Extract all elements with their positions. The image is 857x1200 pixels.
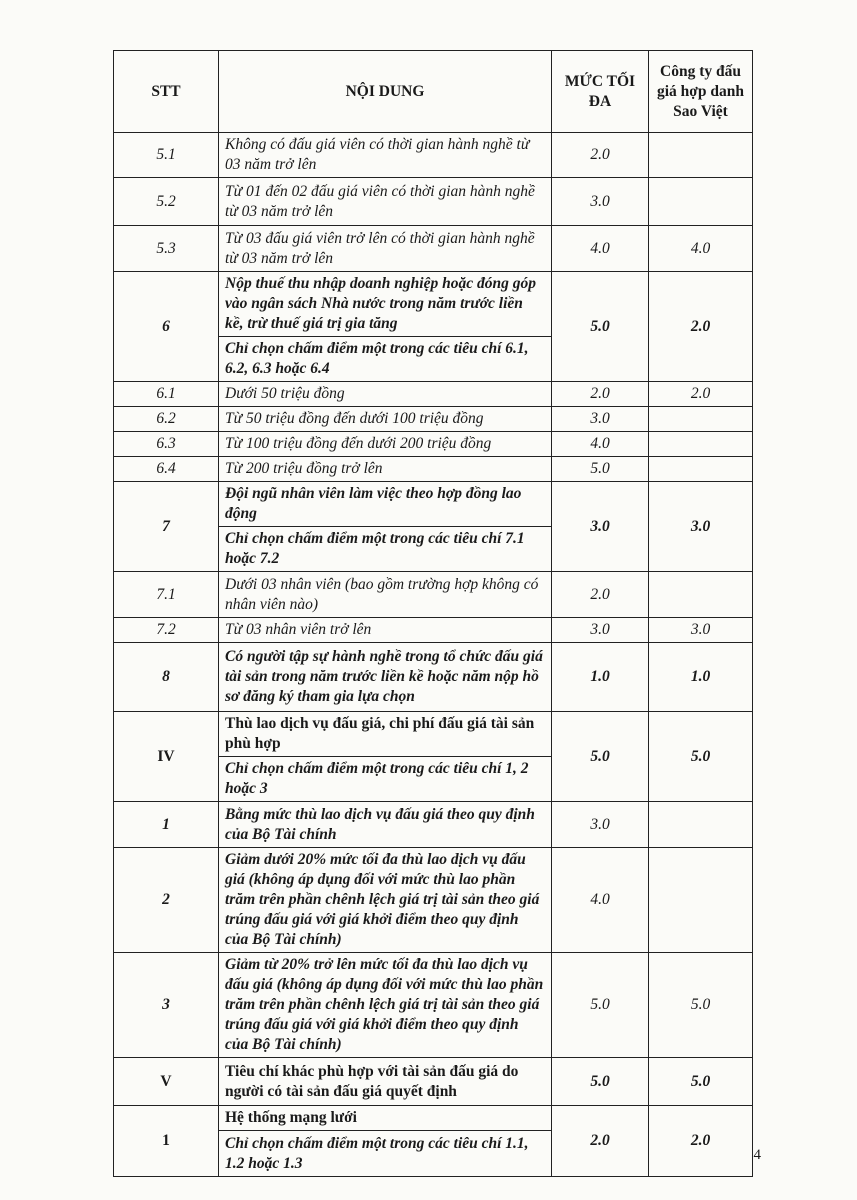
row-max: 3.0 (552, 802, 649, 848)
row-stt: 5.2 (114, 178, 219, 226)
row-stt: 6.4 (114, 457, 219, 482)
table-row (114, 1106, 753, 1131)
table-row (114, 272, 753, 337)
table-row (114, 482, 753, 527)
row-max: 5.0 (552, 1058, 649, 1106)
row-content: Đội ngũ nhân viên làm việc theo hợp đồng lao động (219, 482, 552, 527)
row-content: Có người tập sự hành nghề trong tổ chức đấu giá tài sản trong năm trước liền kề hoặc năm nộp hồ sơ đăng ký tham gia lựa chọn (219, 643, 552, 712)
table-row (114, 407, 753, 432)
header-company: Công ty đấu giá hợp danh Sao Việt (649, 51, 753, 133)
row-score: 4.0 (649, 226, 753, 272)
row-score (649, 407, 753, 432)
row-subcontent: Chỉ chọn chấm điểm một trong các tiêu chí 1, 2 hoặc 3 (219, 757, 552, 802)
row-stt: 7.2 (114, 618, 219, 643)
row-score: 2.0 (649, 382, 753, 407)
row-subcontent: Chỉ chọn chấm điểm một trong các tiêu chí 1.1, 1.2 hoặc 1.3 (219, 1131, 552, 1177)
row-score: 3.0 (649, 618, 753, 643)
row-stt: V (114, 1058, 219, 1106)
row-score: 5.0 (649, 953, 753, 1058)
row-score: 1.0 (649, 643, 753, 712)
row-max: 3.0 (552, 178, 649, 226)
row-max: 4.0 (552, 226, 649, 272)
row-max: 2.0 (552, 133, 649, 178)
table-row (114, 382, 753, 407)
row-max: 5.0 (552, 712, 649, 802)
row-max: 3.0 (552, 618, 649, 643)
row-stt: 1 (114, 802, 219, 848)
row-stt: 6.2 (114, 407, 219, 432)
row-score: 5.0 (649, 1058, 753, 1106)
row-stt: 2 (114, 848, 219, 953)
row-stt: 5.1 (114, 133, 219, 178)
row-max: 4.0 (552, 432, 649, 457)
row-stt: 3 (114, 953, 219, 1058)
row-content: Bằng mức thù lao dịch vụ đấu giá theo quy định của Bộ Tài chính (219, 802, 552, 848)
row-score (649, 572, 753, 618)
row-content: Tiêu chí khác phù hợp với tài sản đấu giá do người có tài sản đấu giá quyết định (219, 1058, 552, 1106)
page-number: 4 (753, 1147, 761, 1163)
row-max: 3.0 (552, 482, 649, 572)
row-content: Dưới 50 triệu đồng (219, 382, 552, 407)
row-stt: IV (114, 712, 219, 802)
row-content: Từ 100 triệu đồng đến dưới 200 triệu đồng (219, 432, 552, 457)
row-content: Từ 03 đấu giá viên trở lên có thời gian hành nghề từ 03 năm trở lên (219, 226, 552, 272)
row-content: Hệ thống mạng lưới (219, 1106, 552, 1131)
table-row (114, 1058, 753, 1106)
row-score (649, 848, 753, 953)
table-row (114, 618, 753, 643)
table-row (114, 226, 753, 272)
row-score: 2.0 (649, 272, 753, 382)
table-row (114, 178, 753, 226)
row-score: 2.0 (649, 1106, 753, 1177)
header-content: NỘI DUNG (219, 51, 552, 133)
row-score: 3.0 (649, 482, 753, 572)
header-max: MỨC TỐI ĐA (552, 51, 649, 133)
row-max: 3.0 (552, 407, 649, 432)
row-max: 2.0 (552, 382, 649, 407)
row-stt: 1 (114, 1106, 219, 1177)
row-score (649, 178, 753, 226)
row-content: Từ 200 triệu đồng trở lên (219, 457, 552, 482)
row-score (649, 432, 753, 457)
row-subcontent: Chỉ chọn chấm điểm một trong các tiêu chí 7.1 hoặc 7.2 (219, 527, 552, 572)
table-row (114, 572, 753, 618)
row-score (649, 133, 753, 178)
row-stt: 8 (114, 643, 219, 712)
row-stt: 5.3 (114, 226, 219, 272)
row-score: 5.0 (649, 712, 753, 802)
row-stt: 7.1 (114, 572, 219, 618)
row-content: Từ 50 triệu đồng đến dưới 100 triệu đồng (219, 407, 552, 432)
table-header-row (114, 51, 753, 133)
row-content: Giảm dưới 20% mức tối đa thù lao dịch vụ đấu giá (không áp dụng đối với mức thù lao phần trăm trên phần chênh lệch giá trị tài sản theo giá trúng đấu giá với giá khởi điểm theo quy định của Bộ Tài chính) (219, 848, 552, 953)
row-max: 2.0 (552, 572, 649, 618)
row-content: Không có đấu giá viên có thời gian hành nghề từ 03 năm trở lên (219, 133, 552, 178)
row-max: 2.0 (552, 1106, 649, 1177)
table-row (114, 712, 753, 757)
scoring-table (113, 50, 753, 1177)
row-stt: 6.1 (114, 382, 219, 407)
row-content: Thù lao dịch vụ đấu giá, chi phí đấu giá tài sản phù hợp (219, 712, 552, 757)
table-row (114, 133, 753, 178)
row-max: 4.0 (552, 848, 649, 953)
table-row (114, 848, 753, 953)
row-content: Giảm từ 20% trở lên mức tối đa thù lao dịch vụ đấu giá (không áp dụng đối với mức thù lao phần trăm trên phần chênh lệch giá trị tài sản theo giá trúng đấu giá với giá khởi điểm theo quy định của Bộ Tài chính) (219, 953, 552, 1058)
row-stt: 6.3 (114, 432, 219, 457)
row-max: 1.0 (552, 643, 649, 712)
table-row (114, 643, 753, 712)
table-row (114, 457, 753, 482)
header-stt: STT (114, 51, 219, 133)
row-subcontent: Chỉ chọn chấm điểm một trong các tiêu chí 6.1, 6.2, 6.3 hoặc 6.4 (219, 337, 552, 382)
row-score (649, 802, 753, 848)
table-row (114, 432, 753, 457)
row-stt: 6 (114, 272, 219, 382)
row-max: 5.0 (552, 272, 649, 382)
row-max: 5.0 (552, 953, 649, 1058)
row-max: 5.0 (552, 457, 649, 482)
row-score (649, 457, 753, 482)
row-content: Nộp thuế thu nhập doanh nghiệp hoặc đóng góp vào ngân sách Nhà nước trong năm trước liền kề, trừ thuế giá trị gia tăng (219, 272, 552, 337)
row-content: Từ 01 đến 02 đấu giá viên có thời gian hành nghề từ 03 năm trở lên (219, 178, 552, 226)
table-row (114, 802, 753, 848)
table-row (114, 953, 753, 1058)
row-content: Dưới 03 nhân viên (bao gồm trường hợp không có nhân viên nào) (219, 572, 552, 618)
row-content: Từ 03 nhân viên trở lên (219, 618, 552, 643)
row-stt: 7 (114, 482, 219, 572)
